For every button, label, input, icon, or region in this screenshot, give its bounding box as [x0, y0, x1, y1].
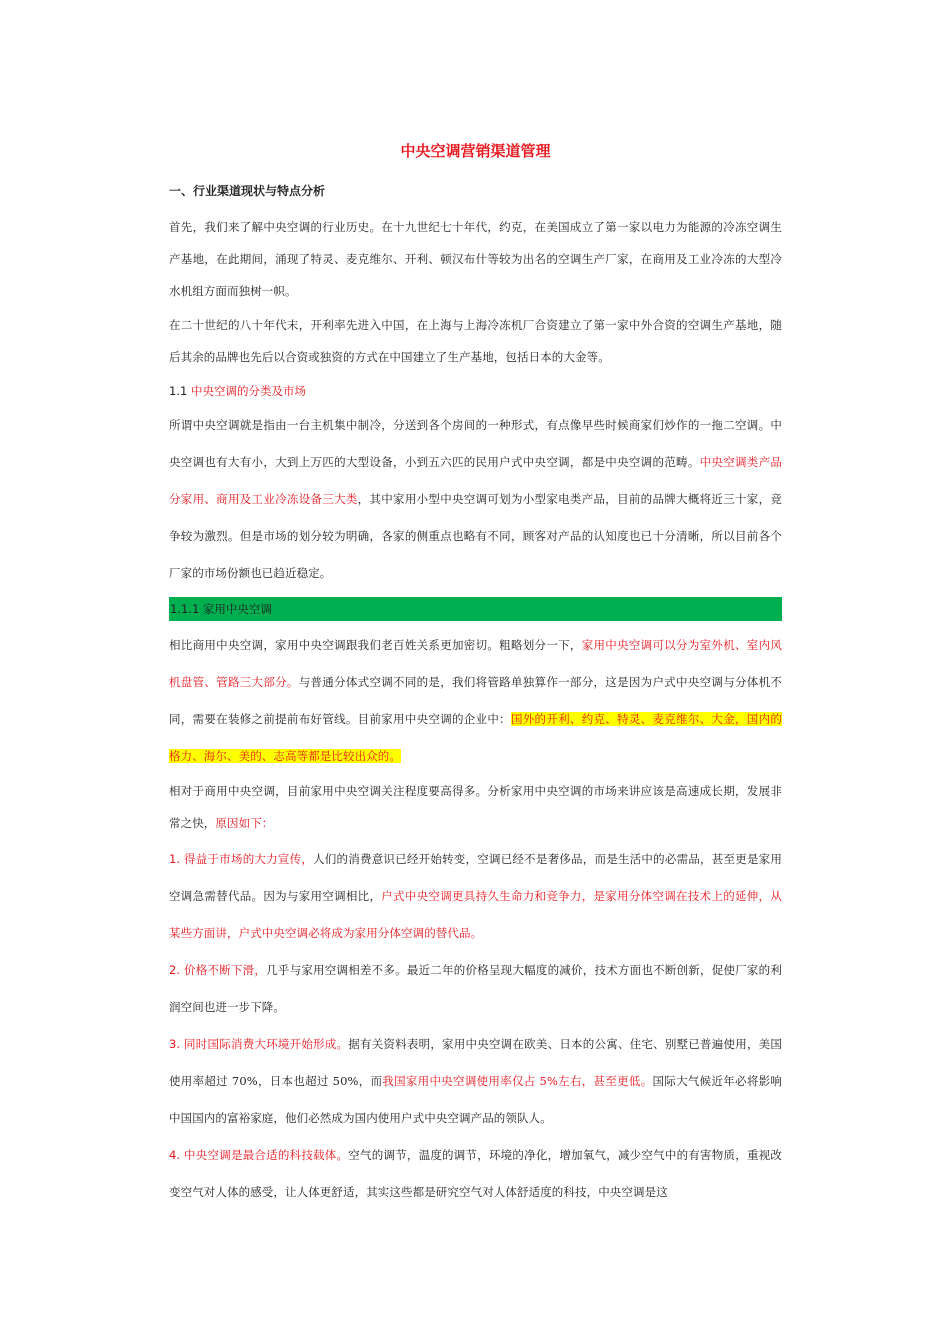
paragraph-china-entry: 在二十世纪的八十年代末，开利率先进入中国，在上海与上海冷冻机厂合资建立了第一家中外合资的空调生产基地，随后其余的品牌也先后以合资或独资的方式在中国建立了生产基地，包括日本的大金等。	[169, 318, 782, 364]
text-run-red: 中央空调类产品分家用、商用及工业冷冻设备三大类	[169, 455, 782, 506]
paragraph-history: 首先，我们来了解中央空调的行业历史。在十九世纪七十年代，约克，在美国成立了第一家以电力为能源的冷冻空调生产基地，在此期间，涌现了特灵、麦克维尔、开利、顿汉布什等较为出名的空调生产厂家，在商用及工业冷冻的大型冷水机组方面而独树一帜。	[169, 220, 782, 298]
reason-lead: 2. 价格不断下滑，	[169, 963, 267, 977]
text-run: 所谓中央空调就是指由一台主机集中制冷，分送到各个房间的一种形式，有点像早些时候商家们炒作的一拖二空调。中央空调也有大有小，大到上万匹的大型设备，小到五六匹的民用户式中央空调，都是中央空调的范畴。	[169, 418, 782, 469]
reason-4	[169, 1137, 782, 1211]
reason-lead: 4. 中央空调是最合适的科技载体。	[169, 1148, 349, 1162]
text-run: 几乎与家用空调相差不多。最近二年的价格呈现大幅度的减价，技术方面也不断创新，促使厂家的利润空间也进一步下降。	[169, 963, 782, 1014]
heading-number: 1.1	[169, 384, 191, 398]
reason-3	[169, 1026, 782, 1137]
section-heading: 一、行业渠道现状与特点分析	[169, 184, 326, 198]
paragraph-market-growth	[169, 775, 782, 839]
text-run: 人们的消费意识已经开始转变，空调已经不是奢侈品，而是生活中的必需品，甚至更是家用空调急需替代品。因为与家用空调相比，	[169, 852, 783, 903]
text-run: 相比商用中央空调，家用中央空调跟我们老百姓关系更加密切。粗略划分一下，	[169, 638, 582, 652]
heading-text: 中央空调的分类及市场	[190, 384, 306, 398]
text-run: 空气的调节，温度的调节，环境的净化，增加氧气，减少空气中的有害物质，重视改变空气对人体的感受，让人体更舒适，其实这些都是研究空气对人体舒适度的科技，中央空调是这	[169, 1148, 782, 1199]
text-run: ，其中家用小型中央空调可划为小型家电类产品，目前的品牌大概将近三十家，竞争较为激烈。但是市场的划分较为明确，各家的侧重点也略有不同，顾客对产品的认知度也已十分清晰，所以目前各个厂家的市场份额也已趋近稳定。	[169, 492, 782, 580]
text-run-red: 家用中央空调可以分为室外机、室内风机盘管、管路三大部分。	[169, 638, 782, 689]
text-run: 据有关资料表明，家用中央空调在欧美、日本的公寓、住宅、别墅已普遍使用，美国使用率超过 70%，日本也超过 50%，而	[169, 1037, 782, 1088]
paragraph-classification	[169, 407, 782, 592]
paragraph-home-ac	[169, 627, 782, 775]
text-run: 与普通分体式空调不同的是，我们将管路单独算作一部分，这是因为户式中央空调与分体机不同，需要在装修之前提前布好管线。目前家用中央空调的企业中：	[169, 675, 782, 726]
reason-lead: 3. 同时国际消费大环境开始形成。	[169, 1037, 349, 1051]
reason-1	[169, 841, 782, 952]
text-run: 国际大气候近年必将影响中国国内的富裕家庭，他们必然成为国内使用户式中央空调产品的领队人。	[169, 1074, 783, 1125]
text-run-red: 原因如下：	[215, 816, 274, 830]
subsection-heading-1-1-1	[169, 597, 782, 621]
document-body	[169, 140, 782, 1211]
document-title: 中央空调营销渠道管理	[400, 142, 551, 160]
subsection-heading-1-1	[169, 375, 782, 407]
text-run-red: 户式中央空调更具持久生命力和竞争力，是家用分体空调在技术上的延伸，从某些方面讲，户式中央空调必将成为家用分体空调的替代品。	[169, 889, 782, 940]
text-run: 相对于商用中央空调，目前家用中央空调关注程度要高得多。分析家用中央空调的市场来讲应该是高速成长期，发展非常之快，	[169, 784, 782, 830]
heading-text: 家用中央空调	[202, 602, 272, 616]
heading-number: 1.1.1	[170, 602, 203, 616]
text-run-red: 我国家用中央空调使用率仅占 5%左右，甚至更低。	[382, 1074, 653, 1088]
text-run-highlighted: 国外的开利、约克、特灵、麦克维尔、大金，国内的格力、海尔、美的、志高等都是比较出众的。	[169, 712, 782, 763]
reason-2	[169, 952, 782, 1026]
reason-lead: 1. 得益于市场的大力宣传，	[169, 852, 314, 866]
